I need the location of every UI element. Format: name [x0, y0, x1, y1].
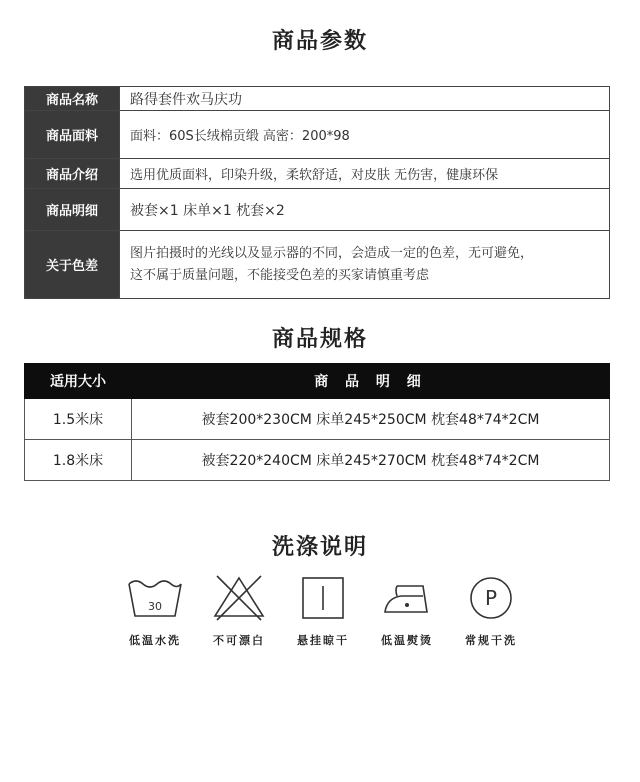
care-label: 不可漂白: [213, 634, 265, 647]
svg-text:30: 30: [148, 600, 162, 613]
care-item-dryclean: [446, 572, 536, 648]
param-value: [120, 231, 610, 299]
spec-header-row: [25, 364, 610, 399]
low-iron-icon: [377, 572, 437, 622]
spec-size: 1.5米床: [25, 399, 132, 440]
param-label: 商品明细: [25, 189, 120, 231]
param-label: 商品面料: [25, 111, 120, 159]
spec-header-size: 适用大小: [25, 364, 132, 399]
spec-header-detail: 商 品 明 细: [132, 364, 610, 399]
wash-tub-30-icon: [125, 572, 185, 622]
care-item-bleach: [194, 572, 284, 648]
param-row-detail: [25, 189, 610, 231]
spec-title: 商品规格: [271, 327, 368, 352]
care-item-iron: [362, 572, 452, 648]
param-label: 商品介绍: [25, 159, 120, 189]
spec-size: 1.8米床: [25, 440, 132, 481]
param-value: 面料：60S长绒棉贡缎 高密：200*98: [120, 111, 610, 159]
param-row-color: [25, 231, 610, 299]
wash-title: 洗涤说明: [271, 535, 368, 560]
dry-clean-p-icon: [461, 572, 521, 622]
care-label: 低温水洗: [129, 634, 181, 647]
no-bleach-icon: [209, 572, 269, 622]
color-note-line: 这不属于质量问题，不能接受色差的买家请慎重考虑: [130, 267, 430, 283]
spec-row: [25, 399, 610, 440]
params-title: 商品参数: [271, 29, 368, 54]
color-note-line: 图片拍摄时的光线以及显示器的不同，会造成一定的色差，无可避免，: [130, 245, 534, 261]
param-label: 关于色差: [25, 231, 120, 299]
care-label: 低温熨烫: [381, 634, 433, 647]
care-label: 悬挂晾干: [297, 634, 349, 647]
care-icons-row: [0, 572, 640, 682]
care-item-wash: [110, 572, 200, 648]
care-item-hang: [278, 572, 368, 648]
param-label: 商品名称: [25, 87, 120, 111]
care-label: 常规干洗: [465, 634, 517, 647]
spec-detail: 被套220*240CM 床单245*270CM 枕套48*74*2CM: [132, 440, 610, 481]
spec-row: [25, 440, 610, 481]
spec-detail: 被套200*230CM 床单245*250CM 枕套48*74*2CM: [132, 399, 610, 440]
param-row-name: [25, 87, 610, 111]
svg-text:P: P: [484, 586, 498, 610]
hang-dry-icon: [293, 572, 353, 622]
param-row-intro: [25, 159, 610, 189]
param-row-fabric: [25, 111, 610, 159]
param-value: 路得套件欢马庆功: [120, 87, 610, 111]
param-value: 被套×1 床单×1 枕套×2: [120, 189, 610, 231]
param-value: 选用优质面料，印染升级，柔软舒适，对皮肤 无伤害，健康环保: [120, 159, 610, 189]
params-table: [24, 86, 610, 299]
spec-table: [24, 363, 610, 481]
